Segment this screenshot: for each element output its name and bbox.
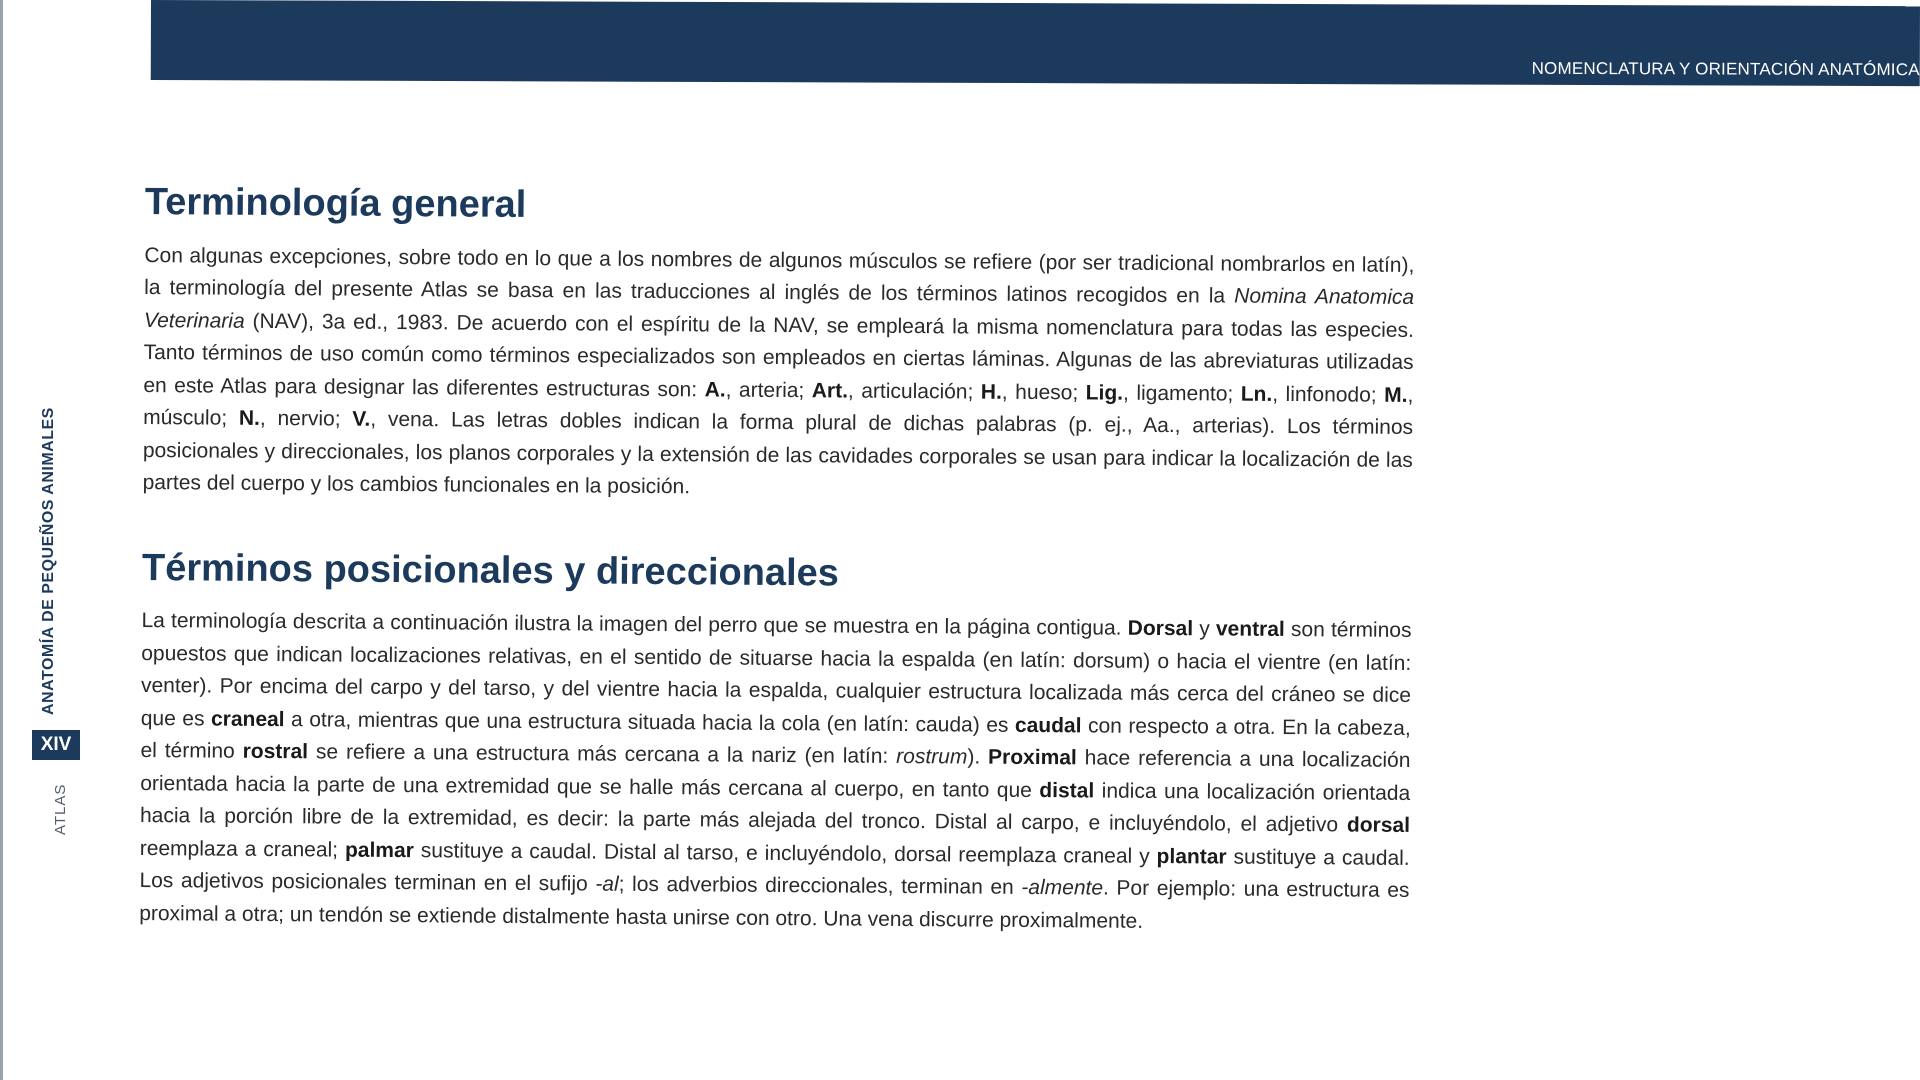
text-run: con respecto a otra. En la cabeza, el término: [140, 714, 1411, 763]
bold-term: palmar: [344, 838, 414, 862]
bold-term: distal: [1039, 778, 1095, 803]
running-title-vertical: ANATOMÍA DE PEQUEÑOS ANIMALES: [40, 407, 57, 715]
text-run: son términos opuestos que indican localizaciones relativas, en el sentido de situarse hacia la espalda (en latín: dorsum) o hacia el vientre (en latín: venter). Por encima del carpo y del tarso, y del vientre hacia la espalda, cualquier estructura localizada más cerca del cráneo se dice que es: [140, 618, 1412, 731]
bold-term: caudal: [1014, 713, 1082, 738]
text-run: , vena. Las letras dobles indican la forma plural de dichas palabras (p. ej., Aa., arterias). Los términos posicionales y direccionales, los planos corporales y la extensión de las cavidades corporales se usan para indicar la localización de las partes del cuerpo y los cambios funcionales en la posición.: [142, 407, 1414, 499]
section-label-vertical: ATLAS: [52, 783, 69, 835]
text-run: , músculo;: [143, 383, 1414, 430]
text-run: , ligamento;: [1122, 381, 1241, 406]
italic-term: -al: [595, 872, 619, 896]
text-run: , arteria;: [725, 378, 812, 402]
text-run: indica una localización orientada hacia la porción libre de la extremidad, es decir: la parte más alejada del tronco. Distal al carpo, e incluyéndolo, el adjetivo: [139, 779, 1411, 837]
section-paragraph: [142, 240, 1414, 510]
text-run: sustituye a caudal. Distal al tarso, e incluyéndolo, dorsal reemplaza craneal y: [413, 838, 1157, 868]
bold-term: dorsal: [1346, 813, 1411, 838]
bold-term: ventral: [1215, 617, 1285, 642]
bold-term: plantar: [1156, 844, 1227, 869]
text-run: La terminología descrita a continuación ilustra la imagen del perro que se muestra en la página contigua.: [141, 609, 1128, 640]
text-run: sustituye a caudal. Los adjetivos posicionales terminan en el sufijo: [139, 845, 1410, 896]
text-run: a otra, mientras que una estructura situada hacia la cola (en latín: cauda) es: [284, 707, 1016, 737]
header-band: [151, 0, 1920, 86]
text-run: se refiere a una estructura más cercana a la nariz (en latín:: [307, 740, 897, 769]
section-paragraph: [139, 605, 1412, 940]
text-run: ; los adverbios direccionales, terminan en: [618, 872, 1022, 900]
bold-term: Proximal: [988, 745, 1077, 770]
section-heading: Términos posicionales y direccionales: [141, 546, 840, 595]
italic-term: rostrum: [896, 745, 968, 769]
italic-term: -almente: [1021, 876, 1104, 900]
bold-term: V.: [352, 407, 371, 431]
italic-term: Nomina Anatomica Veterinaria: [143, 284, 1415, 333]
bold-term: Dorsal: [1127, 616, 1194, 641]
bold-term: Art.: [811, 378, 849, 403]
section-heading: Terminología general: [144, 180, 527, 226]
text-run: y: [1192, 617, 1217, 641]
text-run: . Por ejemplo: una estructura es proximal a otra; un tendón se extiende distalmente hasta unirse con otro. Una vena discurre proximalmente.: [139, 876, 1410, 933]
text-run: hace referencia a una localización orientada hacia la parte de una extremidad que se halle más cercana al cuerpo, en tanto que: [140, 746, 1411, 802]
bold-term: rostral: [242, 739, 309, 764]
running-header-title: NOMENCLATURA Y ORIENTACIÓN ANATÓMICA: [1531, 58, 1920, 80]
bold-term: M.: [1384, 383, 1408, 407]
bold-term: H.: [980, 380, 1002, 404]
bold-term: Lig.: [1085, 380, 1124, 405]
text-run: reemplaza a craneal;: [139, 836, 346, 862]
text-run: ).: [967, 745, 989, 769]
text-run: , articulación;: [847, 379, 981, 404]
text-run: , linfonodo;: [1272, 382, 1385, 407]
bold-term: A.: [704, 377, 726, 402]
text-run: (NAV), 3a ed., 1983. De acuerdo con el espíritu de la NAV, se empleará la misma nomenclatura para todas las especies. Tanto términos de uso común como términos especializados son empleados en ciertas láminas. Algunas de las abreviaturas utilizadas en este Atlas para designar las diferentes estructuras son:: [143, 309, 1414, 401]
page-number-badge: XIV: [32, 730, 80, 760]
text-run: Con algunas excepciones, sobre todo en lo que a los nombres de algunos músculos se refiere (por ser tradicional nombrarlos en latín), la terminología del presente Atlas se basa en las traducciones al inglés de los términos latinos recogidos en la: [144, 243, 1415, 308]
text-run: , nervio;: [259, 407, 353, 431]
section-general-terminology: [142, 180, 1414, 510]
section-positional-terms: [139, 546, 1412, 941]
main-content: [139, 180, 1415, 940]
bold-term: N.: [238, 406, 261, 431]
bold-term: Ln.: [1240, 382, 1273, 406]
side-strip: [0, 0, 100, 1080]
text-run: , hueso;: [1001, 380, 1086, 404]
bold-term: craneal: [210, 707, 285, 731]
